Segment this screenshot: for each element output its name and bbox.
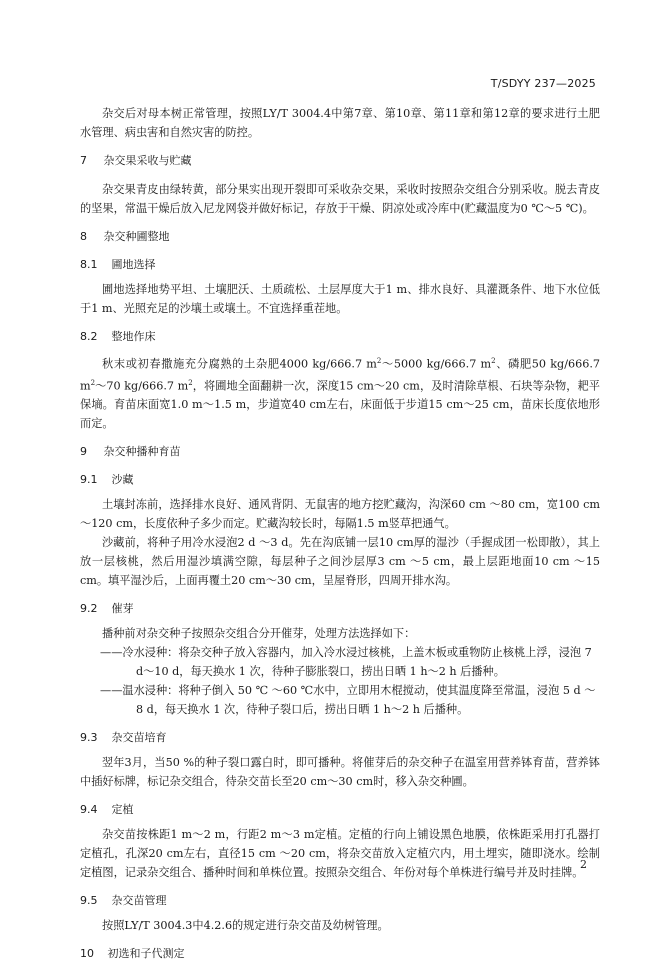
subsection-number: 9.2 (80, 602, 98, 616)
subsection-title: 沙藏 (111, 473, 134, 487)
section-9-2-block (80, 624, 600, 719)
section-9-1-body-2: 沙藏前，将种子用冷水浸泡2 d ～3 d。先在沟底铺一层10 cm厚的湿沙（手握成团一松即散），其上放一层核桃，然后用湿沙填满空隙，每层种子之间沙层厚3 cm ～5 cm，最上层距地面10 cm ～15 cm。填平湿沙后，上面再覆土20 cm～30 cm，呈屋脊形，四周开排水沟。 (80, 536, 600, 588)
paragraph-intro: 杂交后对母本树正常管理，按照LY/T 3004.4中第7章、第10章、第11章和第12章的要求进行土肥水管理、病虫害和自然灾害的防控。 (80, 107, 600, 139)
subsection-title: 整地作床 (111, 330, 156, 343)
subsection-number: 9.5 (80, 894, 98, 908)
subsection-title: 圃地选择 (111, 258, 156, 271)
page-content (80, 104, 600, 973)
subsection-number: 8.2 (80, 330, 98, 343)
subsection-title: 催芽 (111, 602, 134, 616)
section-7-heading (80, 152, 600, 168)
section-9-heading (80, 443, 600, 459)
section-9-1-heading (80, 471, 600, 487)
subsection-title: 杂交苗培育 (111, 731, 167, 745)
section-9-3-heading (80, 729, 600, 745)
standard-number: T/SDYY 237—2025 (490, 77, 596, 90)
subsection-title: 定植 (111, 803, 134, 817)
section-title: 初选和子代测定 (107, 947, 185, 961)
section-9-2-heading (80, 600, 600, 616)
list-item: ——温水浸种：将种子倒入 50 ℃ ～60 ℃水中，立即用木棍搅动，使其温度降至常温，浸泡 5 d ～8 d，每天换水 1 次，待种子裂口后，捞出日晒 1 h～2 h 后播种。 (100, 684, 596, 717)
section-8-1-body: 圃地选择地势平坦、土壤肥沃、土质疏松、土层厚度大于1 m、排水良好、具灌溉条件、地下水位低于1 m、光照充足的沙壤土或壤土。不宜选择重茬地。 (80, 283, 600, 315)
section-title: 杂交果采收与贮藏 (103, 154, 192, 167)
section-number: 10 (80, 947, 94, 961)
subsection-number: 9.1 (80, 473, 98, 487)
subsection-number: 8.1 (80, 258, 98, 271)
subsection-number: 9.4 (80, 803, 98, 817)
section-10-heading (80, 945, 600, 961)
list-item: ——冷水浸种：将杂交种子放入容器内，加入冷水浸过核桃，上盖木板或重物防止核桃上浮，浸泡 7 d～10 d，每天换水 1 次，待种子膨胀裂口，捞出日晒 1 h～2 h 后播种。 (100, 646, 592, 679)
section-7-body: 杂交果青皮由绿转黄，部分果实出现开裂即可采收杂交果，采收时按照杂交组合分别采收。脱去青皮的坚果，常温干燥后放入尼龙网袋并做好标记，存放于干燥、阴凉处或冷库中(贮藏温度为0 ℃～5 ℃)。 (80, 183, 600, 215)
section-number: 8 (80, 230, 87, 243)
section-8-heading (80, 228, 600, 244)
section-9-1-body-1: 土壤封冻前，选择排水良好、通风背阴、无鼠害的地方挖贮藏沟，沟深60 cm ～80 cm，宽100 cm～120 cm，长度依种子多少而定。贮藏沟较长时，每隔1.5 m竖草把通气。 (80, 498, 600, 531)
section-9-4-body: 杂交苗按株距1 m～2 m，行距2 m～3 m定植。定植的行向上铺设黑色地膜，依株距采用打孔器打定植孔，孔深20 cm左右，直径15 cm ～20 cm，将杂交苗放入定植穴内，用土埋实，随即浇水。绘制定植图，记录杂交组合、播种时间和单株位置。按照杂交组合、年份对每个单株进行编号并及时挂牌。 (80, 828, 600, 880)
section-9-5-body: 按照LY/T 3004.3中4.2.6的规定进行杂交苗及幼树管理。 (102, 919, 389, 933)
subsection-title: 杂交苗管理 (111, 894, 167, 908)
section-9-2-body: 播种前对杂交种子按照杂交组合分开催芽，处理方法选择如下： (102, 627, 416, 641)
section-8-2-body: 秋末或初春撒施充分腐熟的土杂肥4000 kg/666.7 $m^2\sim 5000$ kg/666.7 $m^2$、磷肥50 kg/666.7 $m^2\sim 70$ kg/666.7 $m^2$，将圃地全面翻耕一次，深度15 cm～20 cm，及时清除草根、石块等杂物，耙平保墒。育苗床面宽1.0 m～1.5 m，步道宽40 cm左右，床面低于步道15 cm～25 cm，苗床长度依地形而定。 (80, 357, 600, 431)
section-8-1-heading (80, 256, 600, 272)
section-title: 杂交种圃整地 (103, 230, 170, 243)
section-number: 9 (80, 445, 87, 459)
section-number: 7 (80, 154, 87, 167)
section-8-2-heading (80, 328, 600, 344)
section-9-5-heading (80, 892, 600, 908)
page-number: 2 (580, 858, 587, 871)
section-9-4-heading (80, 801, 600, 817)
section-title: 杂交种播种育苗 (103, 445, 181, 459)
section-9-3-body: 翌年3月，当50 %的种子裂口露白时，即可播种。将催芽后的杂交种子在温室用营养钵育苗，营养钵中插好标牌，标记杂交组合，待杂交苗长至20 cm～30 cm时，移入杂交种圃。 (80, 756, 600, 789)
subsection-number: 9.3 (80, 731, 98, 745)
